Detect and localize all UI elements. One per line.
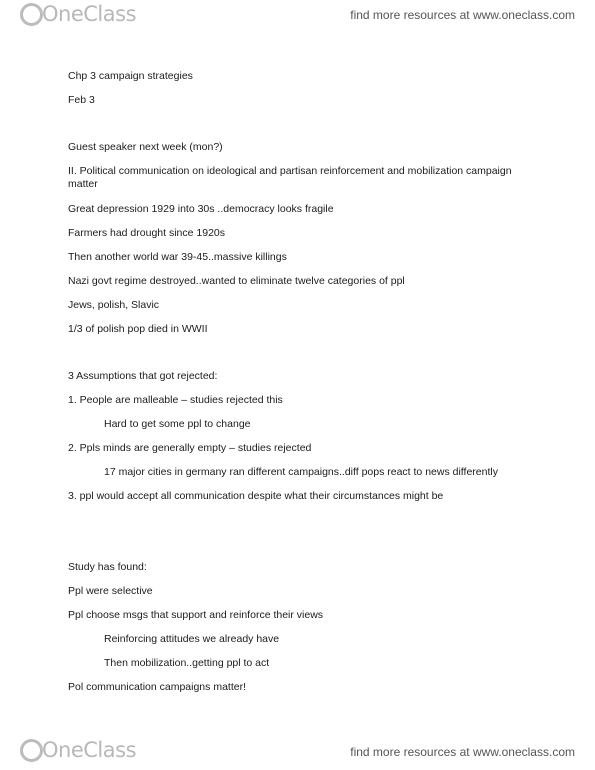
note-line: II. Political communication on ideological and partisan reinforcement and mobilization campaign matter xyxy=(68,165,512,190)
note-line: Farmers had drought since 1920s xyxy=(68,227,226,239)
note-line: 17 major cities in germany ran different campaigns..diff pops react to news differently xyxy=(104,466,498,478)
note-line: Then another world war 39-45..massive killings xyxy=(68,251,287,263)
note-line: Great depression 1929 into 30s ..democracy looks fragile xyxy=(68,203,334,215)
note-line: 1. People are malleable – studies rejected this xyxy=(68,394,283,406)
note-line: 1/3 of polish pop died in WWII xyxy=(68,323,208,335)
note-line: Study has found: xyxy=(68,561,147,573)
header-tagline: find more resources at www.oneclass.com xyxy=(350,8,575,22)
note-line: Nazi govt regime destroyed..wanted to eliminate twelve categories of ppl xyxy=(68,275,405,287)
logo-text: OneClass xyxy=(42,2,137,26)
note-line: Jews, polish, Slavic xyxy=(68,299,160,311)
note-line: 3. ppl would accept all communication despite what their circumstances might be xyxy=(68,490,444,502)
note-line: Ppl were selective xyxy=(68,585,153,597)
note-line: Reinforcing attitudes we already have xyxy=(104,633,280,645)
note-line: Pol communication campaigns matter! xyxy=(68,681,246,693)
note-line: Hard to get some ppl to change xyxy=(104,418,251,430)
oneclass-logo-icon xyxy=(20,739,43,762)
notes-title: Chp 3 campaign strategies xyxy=(68,70,193,82)
note-line: Then mobilization..getting ppl to act xyxy=(104,657,270,669)
oneclass-logo xyxy=(20,738,136,762)
note-line: Ppl choose msgs that support and reinforce their views xyxy=(68,609,324,621)
note-line: Guest speaker next week (mon?) xyxy=(68,141,223,153)
notes-date: Feb 3 xyxy=(68,94,95,106)
oneclass-logo xyxy=(20,2,136,26)
footer-tagline: find more resources at www.oneclass.com xyxy=(350,745,575,759)
note-line: 3 Assumptions that got rejected: xyxy=(68,370,218,382)
oneclass-logo-icon xyxy=(20,3,43,26)
logo-text: OneClass xyxy=(42,738,137,762)
note-line: 2. Ppls minds are generally empty – studies rejected xyxy=(68,442,312,454)
